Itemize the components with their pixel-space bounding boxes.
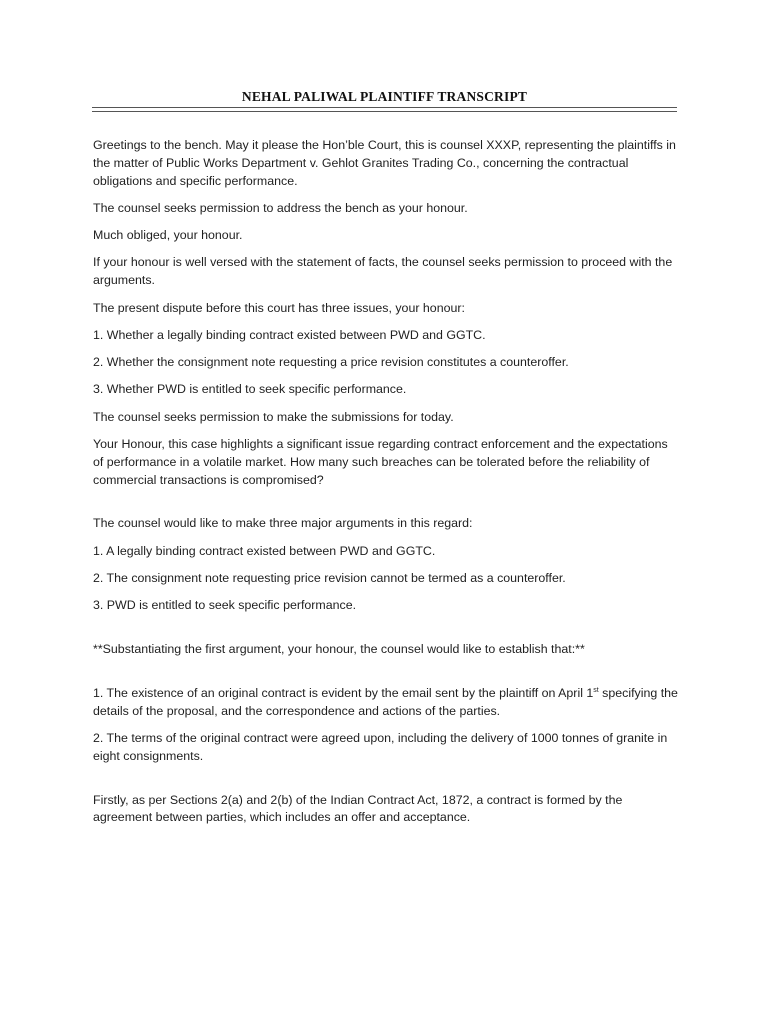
- argument-item-1: 1. A legally binding contract existed between PWD and GGTC.: [93, 543, 436, 558]
- paragraph-case-highlight: Your Honour, this case highlights a significant issue regarding contract enforcement and the expectations of performance in a volatile market. How many such breaches can be tolerated before the reliability of commercial transactions is compromised?: [93, 437, 668, 487]
- paragraph-firstly-sections: Firstly, as per Sections 2(a) and 2(b) of the Indian Contract Act, 1872, a contract is formed by the agreement between parties, which includes an offer and acceptance.: [93, 792, 623, 825]
- establish-item-2: 2. The terms of the original contract were agreed upon, including the delivery of 1000 tonnes of granite in eight consignments.: [93, 731, 668, 763]
- establish-item-1: [93, 685, 678, 721]
- paragraph-first-argument-heading: **Substantiating the first argument, your honour, the counsel would like to establish that:**: [93, 642, 585, 657]
- paragraph-much-obliged: Much obliged, your honour.: [93, 228, 243, 243]
- paragraph-issues-intro: The present dispute before this court has three issues, your honour:: [93, 300, 465, 315]
- establish-item-1-text-cont: specifying the details of the proposal, and the correspondence and actions of the parties.: [93, 685, 678, 718]
- argument-item-2: 2. The consignment note requesting price revision cannot be termed as a counteroffer.: [93, 571, 566, 586]
- document-title: NEHAL PALIWAL PLAINTIFF TRANSCRIPT: [241, 89, 528, 104]
- paragraph-submissions-permission: The counsel seeks permission to make the submissions for today.: [93, 409, 454, 424]
- establish-item-1-text: 1. The existence of an original contract is evident by the email sent by the plaintiff on April 1: [93, 685, 594, 700]
- document-body: [93, 137, 678, 837]
- title-double-rule: [92, 107, 677, 112]
- paragraph-greeting: Greetings to the bench. May it please the Hon’ble Court, this is counsel XXXP, representing the plaintiffs in the matter of Public Works Department v. Gehlot Granites Trading Co., concerning the contractual obligations and specific performance.: [93, 138, 676, 188]
- argument-item-3: 3. PWD is entitled to seek specific performance.: [93, 598, 357, 613]
- paragraph-arguments-intro: The counsel would like to make three major arguments in this regard:: [93, 516, 473, 531]
- issue-item-1: 1. Whether a legally binding contract existed between PWD and GGTC.: [93, 327, 486, 342]
- issue-item-3: 3. Whether PWD is entitled to seek specific performance.: [93, 382, 407, 397]
- ordinal-suffix: st: [593, 686, 599, 694]
- paragraph-permission-address: The counsel seeks permission to address the bench as your honour.: [93, 200, 468, 215]
- paragraph-statement-of-facts: If your honour is well versed with the statement of facts, the counsel seeks permission to proceed with the arguments.: [93, 255, 673, 288]
- issue-item-2: 2. Whether the consignment note requesting a price revision constitutes a counteroffer.: [93, 355, 569, 370]
